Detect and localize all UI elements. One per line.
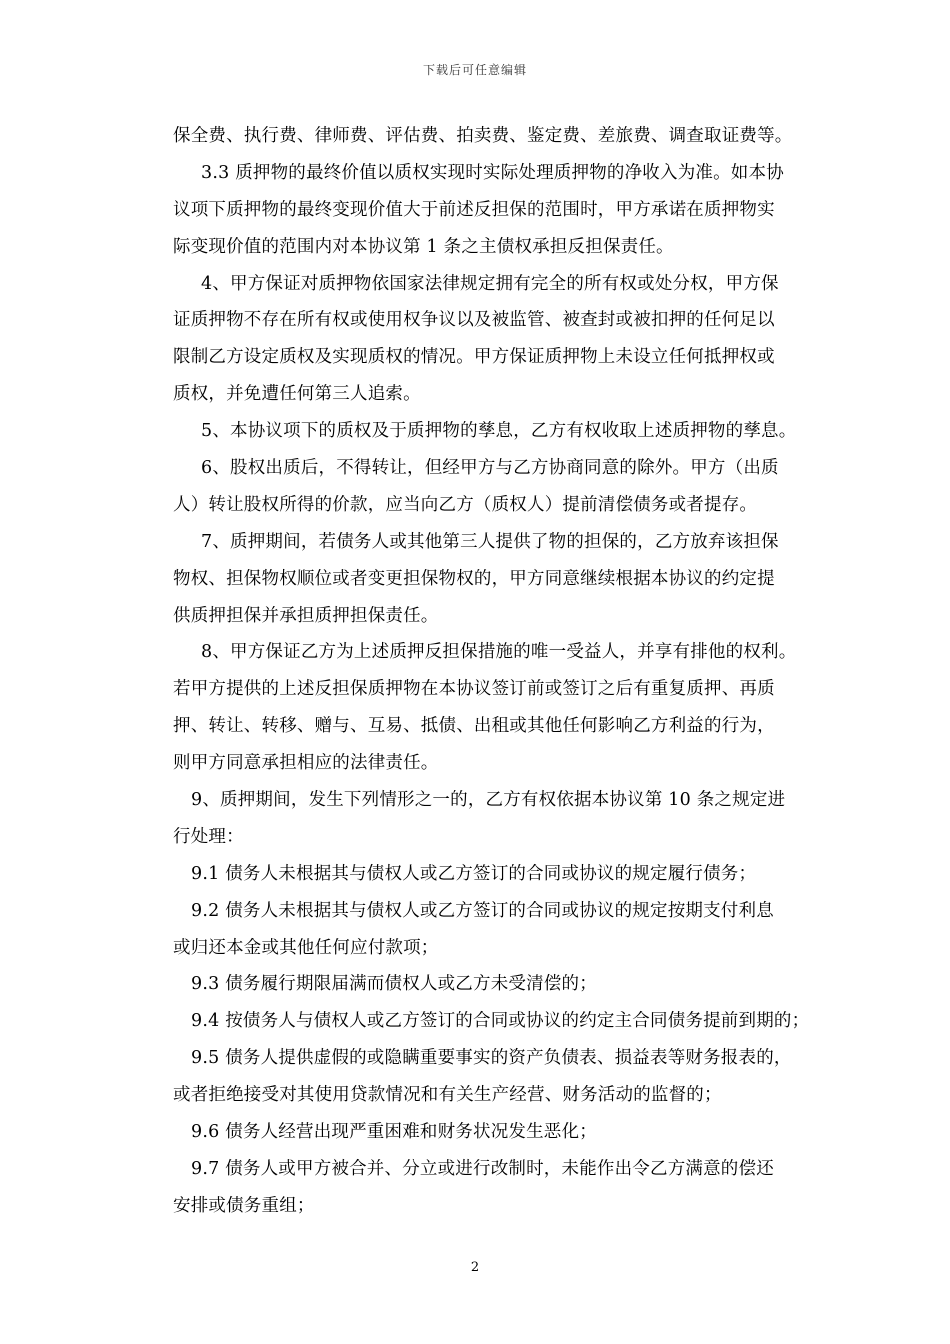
text-line: 6、股权出质后，不得转让，但经甲方与乙方协商同意的除外。甲方（出质 xyxy=(201,458,779,479)
text-line: 行处理： xyxy=(173,826,244,847)
text-line: 9.2 债务人未根据其与债权人或乙方签订的合同或协议的规定按期支付利息 xyxy=(191,900,774,921)
text-line: 押、转让、转移、赠与、互易、抵债、出租或其他任何影响乙方利益的行为， xyxy=(173,716,775,737)
text-line: 9、质押期间，发生下列情形之一的，乙方有权依据本协议第 10 条之规定进 xyxy=(191,790,786,811)
page-header: 下载后可任意编辑 xyxy=(422,63,527,77)
document-body xyxy=(173,118,853,1225)
text-line: 9.6 债务人经营出现严重困难和财务状况发生恶化； xyxy=(191,1122,597,1143)
text-line: 或归还本金或其他任何应付款项； xyxy=(173,937,439,958)
text-line: 议项下质押物的最终变现价值大于前述反担保的范围时，甲方承诺在质押物实 xyxy=(173,199,775,220)
text-line: 保全费、执行费、律师费、评估费、拍卖费、鉴定费、差旅费、调查取证费等。 xyxy=(173,126,793,146)
text-line: 3.3 质押物的最终价值以质权实现时实际处理质押物的净收入为准。如本协 xyxy=(201,162,784,183)
text-line: 8、甲方保证乙方为上述质押反担保措施的唯一受益人，并享有排他的权利。 xyxy=(201,642,797,663)
text-line: 或者拒绝接受对其使用贷款情况和有关生产经营、财务活动的监督的； xyxy=(173,1085,722,1106)
text-line: 9.1 债务人未根据其与债权人或乙方签订的合同或协议的规定履行债务； xyxy=(191,863,757,884)
text-line: 9.3 债务履行期限届满而债权人或乙方未受清偿的； xyxy=(191,974,597,995)
text-line: 安排或债务重组； xyxy=(173,1195,315,1216)
text-line: 限制乙方设定质权及实现质权的情况。甲方保证质押物上未设立任何抵押权或 xyxy=(173,347,775,368)
text-line: 证质押物不存在所有权或使用权争议以及被监管、被查封或被扣押的任何足以 xyxy=(173,310,775,331)
text-line: 际变现价值的范围内对本协议第 1 条之主债权承担反担保责任。 xyxy=(173,236,674,257)
text-line: 9.4 按债务人与债权人或乙方签订的合同或协议的约定主合同债务提前到期的； xyxy=(191,1011,810,1032)
text-line: 7、质押期间，若债务人或其他第三人提供了物的担保的，乙方放弃该担保 xyxy=(201,531,779,552)
text-line: 供质押担保并承担质押担保责任。 xyxy=(173,605,439,626)
page-number: 2 xyxy=(470,1260,480,1275)
text-line: 则甲方同意承担相应的法律责任。 xyxy=(173,753,439,774)
text-line: 人）转让股权所得的价款，应当向乙方（质权人）提前清偿债务或者提存。 xyxy=(173,494,758,515)
text-line: 物权、担保物权顺位或者变更担保物权的，甲方同意继续根据本协议的约定提 xyxy=(173,568,775,589)
text-line: 9.7 债务人或甲方被合并、分立或进行改制时，未能作出令乙方满意的偿还 xyxy=(191,1158,774,1179)
text-line: 9.5 债务人提供虚假的或隐瞒重要事实的资产负债表、损益表等财务报表的， xyxy=(191,1048,792,1069)
text-line: 4、甲方保证对质押物依国家法律规定拥有完全的所有权或处分权，甲方保 xyxy=(201,273,779,294)
text-line: 若甲方提供的上述反担保质押物在本协议签订前或签订之后有重复质押、再质 xyxy=(173,679,775,700)
text-line: 质权，并免遭任何第三人追索。 xyxy=(173,384,421,405)
text-line: 5、本协议项下的质权及于质押物的孳息，乙方有权收取上述质押物的孳息。 xyxy=(201,421,797,442)
